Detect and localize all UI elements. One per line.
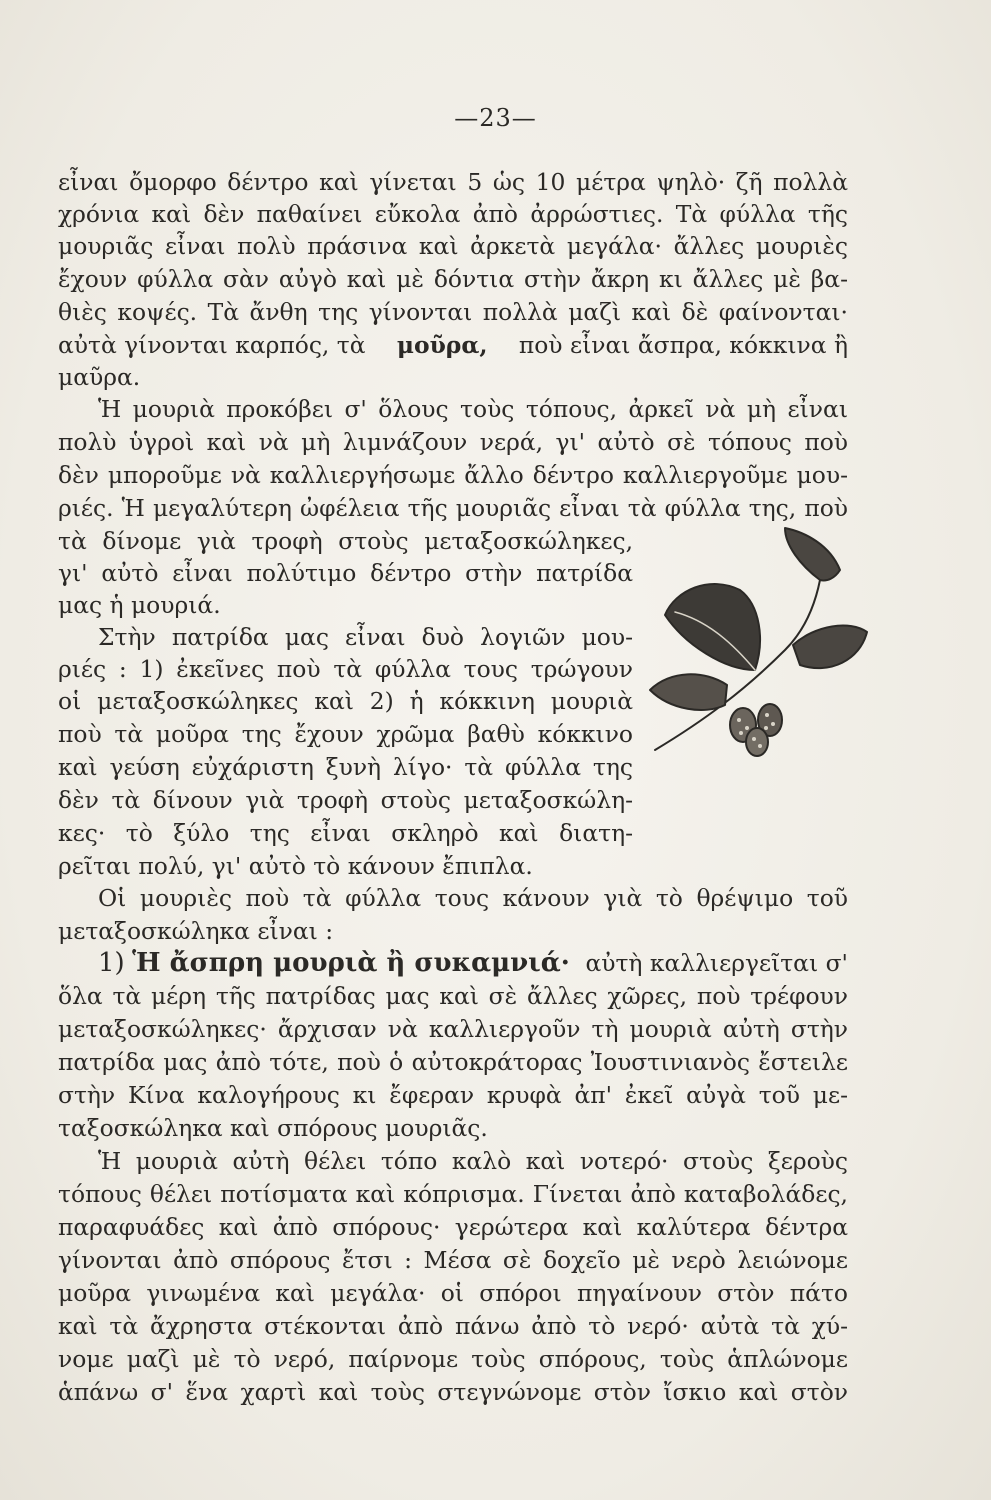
section-heading bbox=[58, 948, 848, 978]
text-line: δὲν τὰ δίνουν γιὰ τροφὴ στοὺς μεταξοσκώλη- bbox=[58, 786, 633, 814]
text-line: Ἡ μουριὰ αὐτὴ θέλει τόπο καλὸ καὶ νοτερό· στοὺς ξεροὺς bbox=[98, 1147, 848, 1175]
text-line: ὅλα τὰ μέρη τῆς πατρίδας μας καὶ σὲ ἄλλες χῶρες, ποὺ τρέφουν bbox=[58, 982, 848, 1010]
section-number: 1) bbox=[98, 948, 125, 978]
text-line: καὶ τὰ ἄχρηστα στέκονται ἀπὸ πάνω ἀπὸ τὸ νερό· αὐτὰ τὰ χύ- bbox=[58, 1312, 848, 1340]
text-line: γίνονται ἀπὸ σπόρους ἔτσι : Μέσα σὲ δοχεῖο μὲ νερὸ λειώνομε bbox=[58, 1246, 848, 1274]
section-title: Ἡ ἄσπρη μουριὰ ἢ συκαμνιά· bbox=[132, 948, 570, 978]
text-fragment: αὐτὰ γίνονται καρπός, τὰ bbox=[58, 331, 366, 359]
text-line: μας ἡ μουριά. bbox=[58, 591, 221, 619]
text-line: ριές : 1) ἐκεῖνες ποὺ τὰ φύλλα τους τρώγουν bbox=[58, 655, 633, 683]
text-line: ριές. Ἡ μεγαλύτερη ὠφέλεια τῆς μουριᾶς εἶναι τὰ φύλλα της, ποὺ bbox=[58, 494, 848, 522]
text-fragment: ποὺ εἶναι ἄσπρα, κόκκινα ἢ bbox=[518, 331, 848, 359]
text-line: εἶναι ὄμορφο δέντρο καὶ γίνεται 5 ὡς 10 μέτρα ψηλὸ· ζῆ πολλὰ bbox=[58, 168, 848, 196]
text-line: παραφυάδες καὶ ἀπὸ σπόρους· γερώτερα καὶ καλύτερα δέντρα bbox=[58, 1213, 848, 1241]
text-line: ἔχουν φύλλα σὰν αὐγὸ καὶ μὲ δόντια στὴν ἄκρη κι ἄλλες μὲ βα- bbox=[58, 265, 848, 293]
leaf-top bbox=[785, 528, 840, 581]
text-line: Ἡ μουριὰ προκόβει σ' ὅλους τοὺς τόπους, ἀρκεῖ νὰ μὴ εἶναι bbox=[98, 395, 848, 423]
leaf-left bbox=[665, 584, 760, 670]
page-number: —23— bbox=[454, 104, 537, 132]
text-line: ρεῖται πολύ, γι' αὐτὸ τὸ κάνουν ἔπιπλα. bbox=[58, 852, 533, 880]
text-line: θιὲς κοψές. Τὰ ἄνθη της γίνονται πολλὰ μαζὶ καὶ δὲ φαίνονται· bbox=[58, 298, 848, 326]
text-line: μεταξοσκώληκες· ἄρχισαν νὰ καλλιεργοῦν τὴ μουριὰ αὐτὴ στὴν bbox=[58, 1015, 848, 1043]
text-line: μοῦρα γινωμένα καὶ μεγάλα· οἱ σπόροι πηγαίνουν στὸν πάτο bbox=[58, 1279, 848, 1307]
text-line: ταξοσκώληκα καὶ σπόρους μουριᾶς. bbox=[58, 1114, 488, 1142]
text-line: πολὺ ὑγροὶ καὶ νὰ μὴ λιμνάζουν νερά, γι' αὐτὸ σὲ τόπους ποὺ bbox=[58, 428, 848, 456]
text-line: δὲν μποροῦμε νὰ καλλιεργήσωμε ἄλλο δέντρο καλλιεργοῦμε μου- bbox=[58, 461, 848, 489]
text-line: οἱ μεταξοσκώληκες καὶ 2) ἡ κόκκινη μουριὰ bbox=[58, 687, 633, 715]
leaf-right bbox=[793, 626, 867, 669]
text-line: τόπους θέλει ποτίσματα καὶ κόπρισμα. Γίνεται ἀπὸ καταβολάδες, bbox=[58, 1180, 848, 1208]
section-heading-rest: αὐτὴ καλλιεργεῖται σ' bbox=[585, 949, 848, 977]
text-line: χρόνια καὶ δὲν παθαίνει εὔκολα ἀπὸ ἀρρώστιες. Τὰ φύλλα τῆς bbox=[58, 200, 848, 228]
text-line: στὴν Κίνα καλογήρους κι ἔφεραν κρυφὰ ἀπ' ἐκεῖ αὐγὰ τοῦ με- bbox=[58, 1081, 848, 1109]
text-line: μεταξοσκώληκα εἶναι : bbox=[58, 917, 334, 945]
text-line: ἁπάνω σ' ἕνα χαρτὶ καὶ τοὺς στεγνώνομε στὸν ἴσκιο καὶ στὸν bbox=[58, 1378, 848, 1406]
text-line: μαῦρα. bbox=[58, 363, 141, 391]
text-line: ποὺ τὰ μοῦρα της ἔχουν χρῶμα βαθὺ κόκκινο bbox=[58, 720, 633, 748]
emphasis-moura: μοῦρα, bbox=[396, 331, 488, 359]
text-line: πατρίδα μας ἀπὸ τότε, ποὺ ὁ αὐτοκράτορας Ἰουστινιανὸς ἔστειλε bbox=[58, 1048, 848, 1076]
leaf-lower bbox=[650, 674, 727, 710]
text-line: Στὴν πατρίδα μας εἶναι δυὸ λογιῶν μου- bbox=[98, 623, 633, 651]
berry bbox=[746, 728, 768, 756]
text-line: νομε μαζὶ μὲ τὸ νερό, παίρνομε τοὺς σπόρους, τοὺς ἁπλώνομε bbox=[58, 1345, 848, 1373]
text-line: γι' αὐτὸ εἶναι πολύτιμο δέντρο στὴν πατρίδα bbox=[58, 559, 633, 587]
section-heading-left bbox=[58, 948, 570, 978]
text-line: τὰ δίνομε γιὰ τροφὴ στοὺς μεταξοσκώληκες, bbox=[58, 527, 633, 555]
mulberry-branch-illustration bbox=[635, 520, 870, 760]
text-line: μουριᾶς εἶναι πολὺ πράσινα καὶ ἀρκετὰ μεγάλα· ἄλλες μουριὲς bbox=[58, 232, 848, 260]
text-line: κες· τὸ ξύλο της εἶναι σκληρὸ καὶ διατη- bbox=[58, 819, 633, 847]
text-line: Οἱ μουριὲς ποὺ τὰ φύλλα τους κάνουν γιὰ τὸ θρέψιμο τοῦ bbox=[98, 884, 848, 912]
text-line: καὶ γεύση εὐχάριστη ξυνὴ λίγο· τὰ φύλλα της bbox=[58, 753, 633, 781]
text-line bbox=[58, 330, 848, 360]
